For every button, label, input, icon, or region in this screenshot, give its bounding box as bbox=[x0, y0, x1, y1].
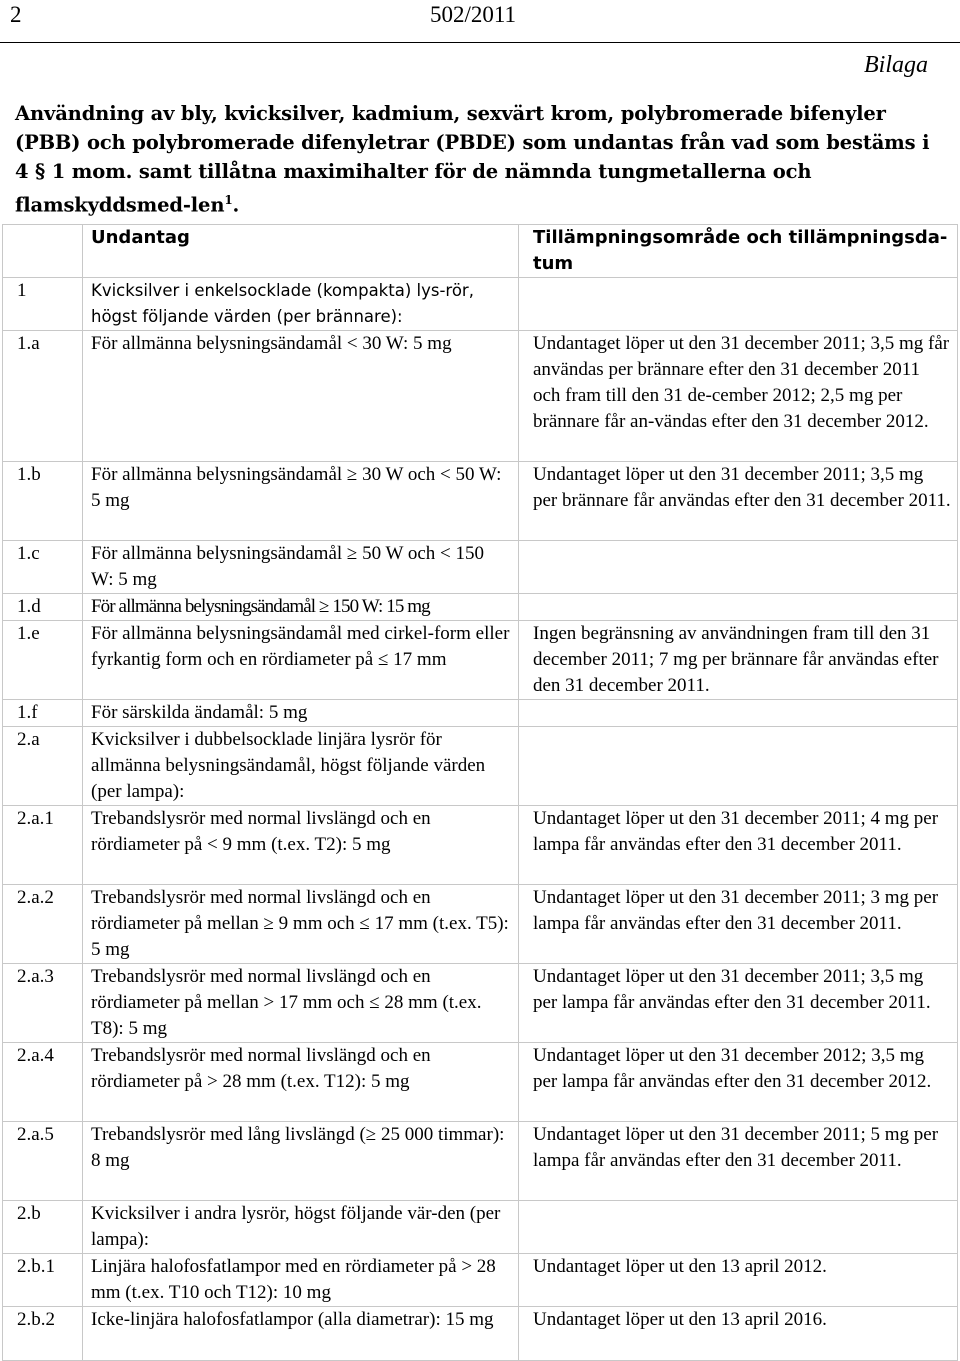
row-number: 2.a.2 bbox=[3, 885, 83, 964]
row-scope: Undantaget löper ut den 31 december 2011; 3,5 mg per brännare får användas efter den 31 december 2011. bbox=[519, 462, 958, 541]
table-row bbox=[3, 1201, 958, 1254]
row-number: 2.b.1 bbox=[3, 1254, 83, 1307]
table-row bbox=[3, 462, 958, 541]
table-row bbox=[3, 594, 958, 621]
row-number: 2.a.4 bbox=[3, 1043, 83, 1122]
table-row bbox=[3, 885, 958, 964]
row-exemption: Linjära halofosfatlampor med en rördiameter på > 28 mm (t.ex. T10 och T12): 10 mg bbox=[83, 1254, 519, 1307]
row-scope: Undantaget löper ut den 31 december 2011; 5 mg per lampa får användas efter den 31 december 2011. bbox=[519, 1122, 958, 1201]
row-number: 1.d bbox=[3, 594, 83, 621]
row-exemption: För allmänna belysningsändamål med cirkel-form eller fyrkantig form och en rördiameter på ≤ 17 mm bbox=[83, 621, 519, 700]
annex-label: Bilaga bbox=[864, 52, 928, 78]
table-row bbox=[3, 1307, 958, 1361]
table-row bbox=[3, 964, 958, 1043]
header-scope: Tillämpningsområde och tillämpningsda-tum bbox=[519, 225, 958, 278]
table-row bbox=[3, 727, 958, 806]
row-exemption: Kvicksilver i dubbelsocklade linjära lysrör för allmänna belysningsändamål, högst följande värden (per lampa): bbox=[83, 727, 519, 806]
row-scope: Undantaget löper ut den 31 december 2011; 4 mg per lampa får användas efter den 31 december 2011. bbox=[519, 806, 958, 885]
table-row bbox=[3, 541, 958, 594]
table-row bbox=[3, 1254, 958, 1307]
row-number: 1.b bbox=[3, 462, 83, 541]
table-row bbox=[3, 621, 958, 700]
row-exemption: För allmänna belysningsändamål ≥ 30 W och < 50 W: 5 mg bbox=[83, 462, 519, 541]
row-number: 1.a bbox=[3, 331, 83, 462]
table-row bbox=[3, 278, 958, 331]
row-number: 1.e bbox=[3, 621, 83, 700]
row-exemption: För allmänna belysningsändamål < 30 W: 5 mg bbox=[83, 331, 519, 462]
row-scope: Undantaget löper ut den 31 december 2011; 3,5 mg per lampa får användas efter den 31 december 2011. bbox=[519, 964, 958, 1043]
intro-text: Användning av bly, kvicksilver, kadmium, sexvärt krom, polybromerade bifenyler (PBB) och polybromerade difenyletrar (PBDE) som undantas från vad som bestäms i 4 § 1 mom. samt tillåtna maximihalter för de nämnda tungmetallerna och flamskyddsmed-len bbox=[15, 102, 930, 217]
row-exemption: För allmänna belysningsändamål ≥ 50 W och < 150 W: 5 mg bbox=[83, 541, 519, 594]
table-header-row bbox=[3, 225, 958, 278]
row-exemption: Trebandslysrör med normal livslängd och en rördiameter på < 9 mm (t.ex. T2): 5 mg bbox=[83, 806, 519, 885]
row-number: 2.b bbox=[3, 1201, 83, 1254]
row-number: 1.f bbox=[3, 700, 83, 727]
row-scope bbox=[519, 594, 958, 621]
header-rule bbox=[0, 42, 960, 43]
row-number: 2.a.3 bbox=[3, 964, 83, 1043]
header-exemption: Undantag bbox=[83, 225, 519, 278]
row-scope bbox=[519, 1201, 958, 1254]
row-scope: Undantaget löper ut den 13 april 2016. bbox=[519, 1307, 958, 1361]
table-row bbox=[3, 806, 958, 885]
row-number: 1 bbox=[3, 278, 83, 331]
exemptions-table bbox=[2, 224, 958, 1361]
header-number-cell bbox=[3, 225, 83, 278]
row-exemption: Trebandslysrör med normal livslängd och en rördiameter på mellan ≥ 9 mm och ≤ 17 mm (t.ex. T5): 5 mg bbox=[83, 885, 519, 964]
table-row bbox=[3, 1122, 958, 1201]
row-scope bbox=[519, 727, 958, 806]
row-scope: Ingen begränsning av användningen fram till den 31 december 2011; 7 mg per brännare får användas efter den 31 december 2011. bbox=[519, 621, 958, 700]
row-number: 2.b.2 bbox=[3, 1307, 83, 1361]
row-scope: Undantaget löper ut den 31 december 2012; 3,5 mg per lampa får användas efter den 31 december 2012. bbox=[519, 1043, 958, 1122]
table-row bbox=[3, 331, 958, 462]
row-exemption: Kvicksilver i andra lysrör, högst följande vär-den (per lampa): bbox=[83, 1201, 519, 1254]
row-exemption: Trebandslysrör med normal livslängd och en rördiameter på > 28 mm (t.ex. T12): 5 mg bbox=[83, 1043, 519, 1122]
row-exemption: För särskilda ändamål: 5 mg bbox=[83, 700, 519, 727]
row-number: 2.a.5 bbox=[3, 1122, 83, 1201]
row-exemption: Trebandslysrör med normal livslängd och en rördiameter på mellan > 17 mm och ≤ 28 mm (t.ex. T8): 5 mg bbox=[83, 964, 519, 1043]
footnote-ref: 1 bbox=[224, 193, 233, 207]
row-scope bbox=[519, 278, 958, 331]
row-scope bbox=[519, 700, 958, 727]
table-row bbox=[3, 1043, 958, 1122]
row-scope: Undantaget löper ut den 31 december 2011; 3,5 mg får användas per brännare efter den 31 december 2011 och fram till den 31 de-cember 2012; 2,5 mg per brännare får an-vändas efter den 31 december 2012. bbox=[519, 331, 958, 462]
row-number: 2.a bbox=[3, 727, 83, 806]
row-scope: Undantaget löper ut den 31 december 2011; 3 mg per lampa får användas efter den 31 december 2011. bbox=[519, 885, 958, 964]
row-exemption: Trebandslysrör med lång livslängd (≥ 25 000 timmar): 8 mg bbox=[83, 1122, 519, 1201]
document-number: 502/2011 bbox=[430, 2, 517, 27]
row-number: 1.c bbox=[3, 541, 83, 594]
row-scope bbox=[519, 541, 958, 594]
page-number: 2 bbox=[10, 2, 22, 27]
row-exemption: Icke-linjära halofosfatlampor (alla diametrar): 15 mg bbox=[83, 1307, 519, 1361]
row-number: 2.a.1 bbox=[3, 806, 83, 885]
row-scope: Undantaget löper ut den 13 april 2012. bbox=[519, 1254, 958, 1307]
intro-heading bbox=[15, 99, 935, 220]
row-exemption: För allmänna belysningsändamål ≥ 150 W: 15 mg bbox=[83, 594, 519, 621]
table-row bbox=[3, 700, 958, 727]
row-exemption: Kvicksilver i enkelsocklade (kompakta) lys-rör, högst följande värden (per brännare): bbox=[83, 278, 519, 331]
intro-trailing: . bbox=[232, 193, 240, 217]
